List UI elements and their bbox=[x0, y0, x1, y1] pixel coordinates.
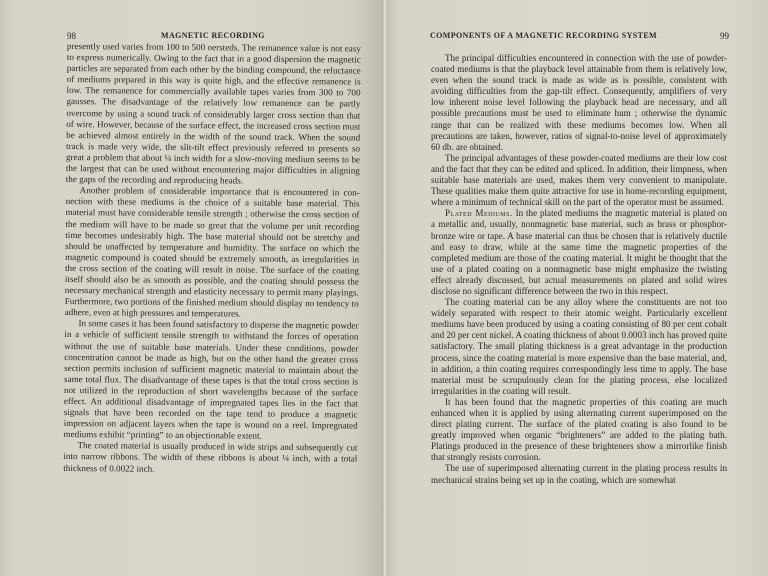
running-head: MAGNETIC RECORDING bbox=[161, 31, 265, 40]
paragraph: The use of superimposed alternating current in the plating process results in mechanical strains being set up in the coating, which are somewhat bbox=[431, 463, 727, 485]
body-text bbox=[63, 41, 361, 476]
running-head: COMPONENTS OF A MAGNETIC RECORDING SYSTEM bbox=[430, 31, 658, 40]
paragraph: In some cases it has been found satisfactory to disperse the magnetic powder in a vehicle of sufficient tensile strength to withstand the forces of operation without the use of suitable base materials. Under these conditions, powder concentration cannot be made as high, but on the other hand the greater cross section permits inclusion of sufficient magnetic material to maintain about the same total flux. The disadvantage of these tapes is that the total cross section is not utilized in the reproduction of short wavelengths because of the surface effect. An additional disadvantage of impregnated tapes lies in the fact that signals that have been recorded on the tape tend to produce a magnetic impression on adjacent layers when the tape is wound on a reel. Impregnated mediums exhibit “printing” to an objectionable extent. bbox=[63, 318, 359, 441]
body-text bbox=[431, 53, 727, 486]
paragraph: The coated material is usually produced in wide strips and subsequently cut into narrow ribbons. The width of these ribbons is about ¼ inch, with a total thickness of 0.0022 inch. bbox=[63, 440, 358, 474]
paragraph: It has been found that the magnetic properties of this coating are much enhanced when it is applied by using alternating current superimposed on the direct plating current. The surface of the plated coating is also found to be greatly improved when organic “brighteners” are added to the plating bath. Platings produced in the presence of these brighteners show a mirrorlike finish that strongly resists corrosion. bbox=[431, 396, 727, 463]
page-number: 98 bbox=[67, 31, 76, 41]
paragraph: Another problem of considerable importance that is encountered in connection with these mediums is the choice of a suitable base material. This material must have considerable tensile strength ; otherwise the cross section of the medium will have to be made so great that the volume per unit recording time becomes undesirably high. The base material should not be stretchy and should be unaffected by temperature and humidity. The surface on which the magnetic compound is coated should be extremely smooth, as irregularities in the cross section of the coating will result in noise. The surface of the coating itself should also be as smooth as possible, and the coating should possess the necessary mechanical strength and elasticity necessary to permit many playings. Furthermore, two portions of the finished medium should display no tendency to adhere, even at high pressures and temperatures. bbox=[64, 185, 360, 319]
paragraph: The principal advantages of these powder-coated mediums are their low cost and the fact that they can be edited and spliced. In addition, their limpness, when suitable base materials are used, makes them very convenient to manipulate. These qualities make them quite attractive for use in home-recording equipment, where a minimum of technical skill on the part of the operator must be assumed. bbox=[431, 152, 727, 208]
paragraph: The principal difficulties encountered in connection with the use of powder-coated mediums is that the playback level attainable from them is relatively low, even when the sound track is made as wide as is possible, consistent with avoiding difficulties from the gap-tilt effect. Consequently, amplifiers of very low inherent noise level following the playback head are necessary, and all possible precautions must be used to eliminate hum ; otherwise the dynamic range that can be realized with these mediums becomes low. When all precautions are taken, however, ratios of signal-to-noise level of approximately 60 db. are obtained. bbox=[431, 53, 727, 152]
page-number: 99 bbox=[720, 31, 729, 41]
paragraph: presently used varies from 100 to 500 oersteds. The remanence value is not easy to express numerically. Owing to the fact that in a good dispersion the magnetic particles are separated from each other by the binding compound, the reluctance of mediums prepared in this way is quite high, and the effective remanence is low. The remanence for commercially available tapes varies from 300 to 700 gausses. The disadvantage of the relatively low remanence can be partly overcome by using a sound track of considerably larger cross section than that of wire. However, because of the surface effect, the increased cross section must be achieved almost entirely in the width of the sound track. When the sound track is made very wide, the slit-tilt effect previously referred to presents so great a problem that about ¼ inch width for a slow-moving medium seems to be the largest that can be used without encountering major difficulties in aligning the gaps of the recording and reproducing heads. bbox=[65, 41, 361, 186]
paragraph: The coating material can be any alloy where the constituents are not too widely separated with respect to their atomic weight. Particularly excellent mediums have been produced by using a coating consisting of 80 per cent cobalt and 20 per cent nickel. A coating thickness of about 0.0003 inch has proved quite satisfactory. The small plating thickness is a great advantage in the production process, since the coating material is more expensive than the base material, and, in addition, a thin coating requires correspondingly less time to apply. The base material must be scrupulously clean for the plating process, else localized irregularities in the coating will result. bbox=[431, 297, 727, 396]
paragraph-plated-mediums bbox=[431, 208, 727, 297]
paragraph-text: In the plated mediums the magnetic material is plated on a metallic and, usually, nonmagnetic base material, such as brass or phosphor-bronze wire or tape. A base material can thus be chosen that is relatively ductile and easy to draw, while at the same time the magnetic properties of the completed medium are those of the coating material. It might be thought that the use of a plated coating on a nonmagnetic base might emphasize the twisting effect already discussed, but actual measurements on plated and solid wires disclose no significant difference between the two in this respect. bbox=[431, 208, 727, 296]
section-heading: Plated Mediums. bbox=[445, 208, 513, 219]
right-page bbox=[386, 0, 768, 576]
